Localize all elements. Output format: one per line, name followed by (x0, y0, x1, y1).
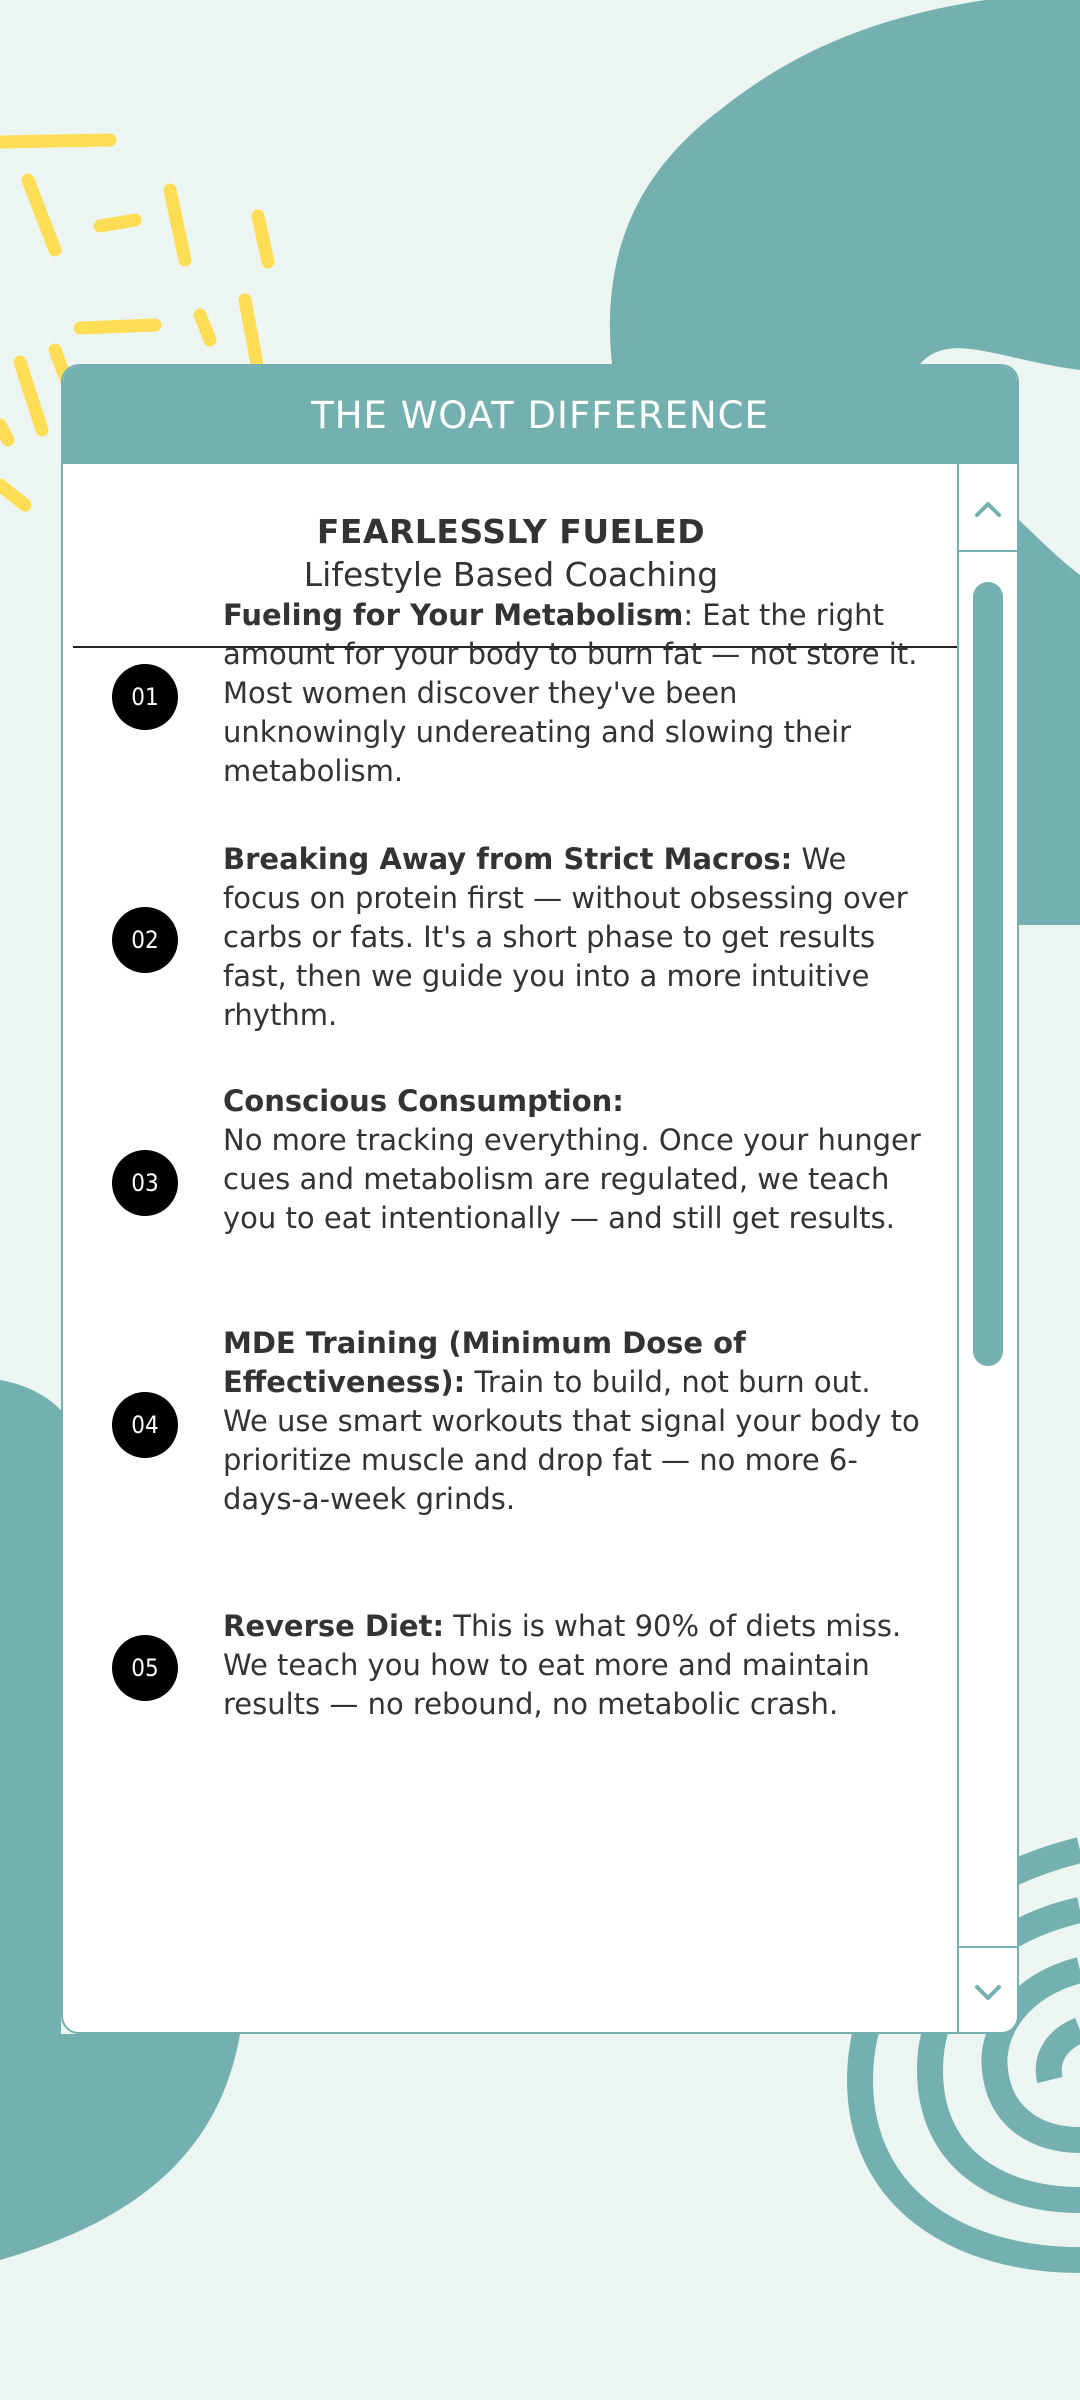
scroll-thumb[interactable] (973, 582, 1003, 1366)
item-title: Reverse Diet: (223, 1609, 445, 1643)
number-badge: 01 (112, 664, 178, 730)
scroll-content[interactable] (63, 464, 959, 2034)
number-badge: 05 (112, 1635, 178, 1701)
heading-block (63, 464, 959, 594)
section-heading: FEARLESSLY FUELED (316, 512, 706, 551)
item-text (223, 1607, 923, 1724)
item-body: This is what 90% of diets miss. We teach you how to eat more and maintain results — no rebound, no metabolic crash. (223, 1609, 902, 1721)
item-title: MDE Training (Minimum Dose of Effectiveness): (223, 1326, 746, 1399)
number-badge: 03 (112, 1150, 178, 1216)
item-body: Train to build, not burn out. We use smart workouts that signal your body to prioritize muscle and drop fat — no more 6-days-a-week grinds. (223, 1365, 920, 1516)
item-text (223, 840, 923, 1035)
scrollbar[interactable] (957, 464, 1017, 2034)
number-badge: 04 (112, 1392, 178, 1458)
item-body: : Eat the right amount for your body to burn fat — not store it. Most women discover they've been unknowingly undereating and slowing their metabolism. (223, 598, 918, 788)
item-text (223, 1082, 923, 1238)
item-body: No more tracking everything. Once your hunger cues and metabolism are regulated, we teach you to eat intentionally — and still get results. (223, 1123, 921, 1235)
item-body: We focus on protein first — without obsessing over carbs or fats. It's a short phase to get results fast, then we guide you into a more intuitive rhythm. (223, 842, 908, 1032)
scroll-up-button[interactable] (959, 464, 1017, 552)
section-subheading: Lifestyle Based Coaching (303, 555, 719, 594)
content-window (61, 364, 1019, 2034)
item-title: Breaking Away from Strict Macros: (223, 842, 793, 876)
teal-blob-right (1019, 520, 1080, 925)
chevron-down-icon (975, 1974, 1001, 2009)
window-header (63, 366, 1017, 464)
item-text (223, 596, 923, 791)
item-text (223, 1324, 923, 1519)
item-title: Fueling for Your Metabolism (223, 598, 684, 632)
chevron-up-icon (975, 490, 1001, 525)
number-badge: 02 (112, 907, 178, 973)
teal-blob-top (610, 0, 1080, 370)
scroll-down-button[interactable] (959, 1946, 1017, 2034)
item-title: Conscious Consumption: (223, 1084, 624, 1118)
window-title: THE WOAT DIFFERENCE (311, 393, 769, 437)
